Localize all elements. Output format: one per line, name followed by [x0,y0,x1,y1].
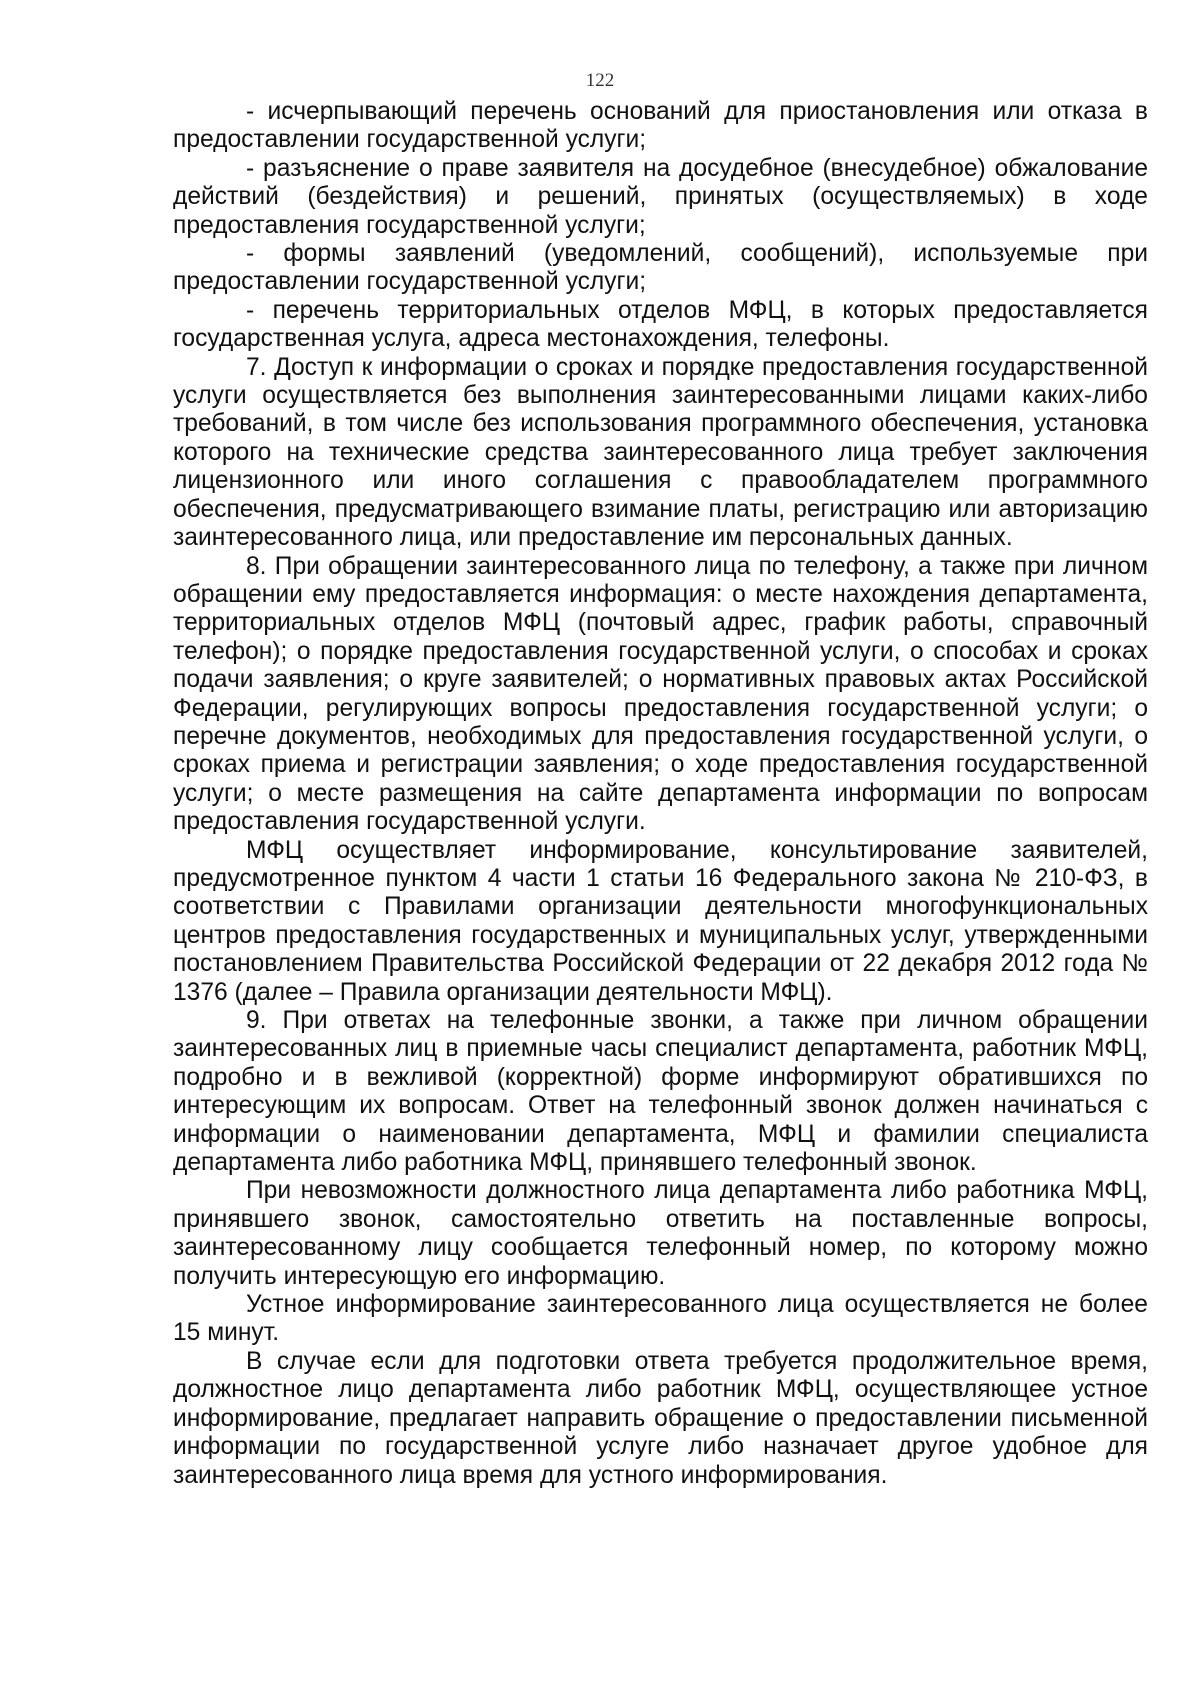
paragraph-item-8: 8. При обращении заинтересованного лица по телефону, а также при личном обращении ему предоставляется информация: о месте нахождения департамента, территориальных отделов МФЦ (почтовый адрес, график работы, справочный телефон); о порядке предоставления государственной услуги, о способах и сроках подачи заявления; о круге заявителей; о нормативных правовых актах Российской Федерации, регулирующих вопросы предоставления государственной услуги; о перечне документов, необходимых для предоставления государственной услуги, о сроках приема и регистрации заявления; о ходе предоставления государственной услуги; о месте размещения на сайте департамента информации по вопросам предоставления государственной услуги. [173,552,1148,836]
paragraph-item-9: 9. При ответах на телефонные звонки, а также при личном обращении заинтересованных лиц в приемные часы специалист департамента, работник МФЦ, подробно и в вежливой (корректной) форме информируют обратившихся по интересующим их вопросам. Ответ на телефонный звонок должен начинаться с информации о наименовании департамента, МФЦ и фамилии специалиста департамента либо работника МФЦ, принявшего телефонный звонок. [173,1007,1148,1177]
paragraph-item-7: 7. Доступ к информации о сроках и порядке предоставления государственной услуги осуществляется без выполнения заинтересованными лицами каких-либо требований, в том числе без использования программного обеспечения, установка которого на технические средства заинтересованного лица требует заключения лицензионного или иного соглашения с правообладателем программного обеспечения, предусматривающего взимание платы, регистрацию или авторизацию заинтересованного лица, или предоставление им персональных данных. [173,353,1148,552]
paragraph-mfc-offices: - перечень территориальных отделов МФЦ, в которых предоставляется государственная услуга, адреса местонахождения, телефоны. [173,296,1148,353]
paragraph-grounds-list: - исчерпывающий перечень оснований для приостановления или отказа в предоставлении государственной услуги; [173,98,1148,154]
paragraph-phone-referral: При невозможности должностного лица департамента либо работника МФЦ, принявшего звонок, самостоятельно ответить на поставленные вопросы, заинтересованному лицу сообщается телефонный номер, по которому можно получить интересующую его информацию. [173,1177,1148,1290]
document-body [173,98,1148,1490]
paragraph-mfc-informing: МФЦ осуществляет информирование, консультирование заявителей, предусмотренное пунктом 4 части 1 статьи 16 Федерального закона № 210-ФЗ, в соответствии с Правилами организации деятельности многофункциональных центров предоставления государственных и муниципальных услуг, утвержденными постановлением Правительства Российской Федерации от 22 декабря 2012 года № 1376 (далее – Правила организации деятельности МФЦ). [173,836,1148,1006]
page-number: 122 [585,70,615,91]
paragraph-appeal-rights: - разъяснение о праве заявителя на досудебное (внесудебное) обжалование действий (бездействия) и решений, принятых (осуществляемых) в ходе предоставления государственной услуги; [173,154,1148,239]
paragraph-written-response: В случае если для подготовки ответа требуется продолжительное время, должностное лицо департамента либо работник МФЦ, осуществляющее устное информирование, предлагает направить обращение о предоставлении письменной информации по государственной услуге либо назначает другое удобное для заинтересованного лица время для устного информирования. [173,1347,1148,1489]
paragraph-oral-duration: Устное информирование заинтересованного лица осуществляется не более 15 минут. [173,1291,1148,1347]
paragraph-application-forms: - формы заявлений (уведомлений, сообщений), используемые при предоставлении государственной услуги; [173,240,1148,296]
